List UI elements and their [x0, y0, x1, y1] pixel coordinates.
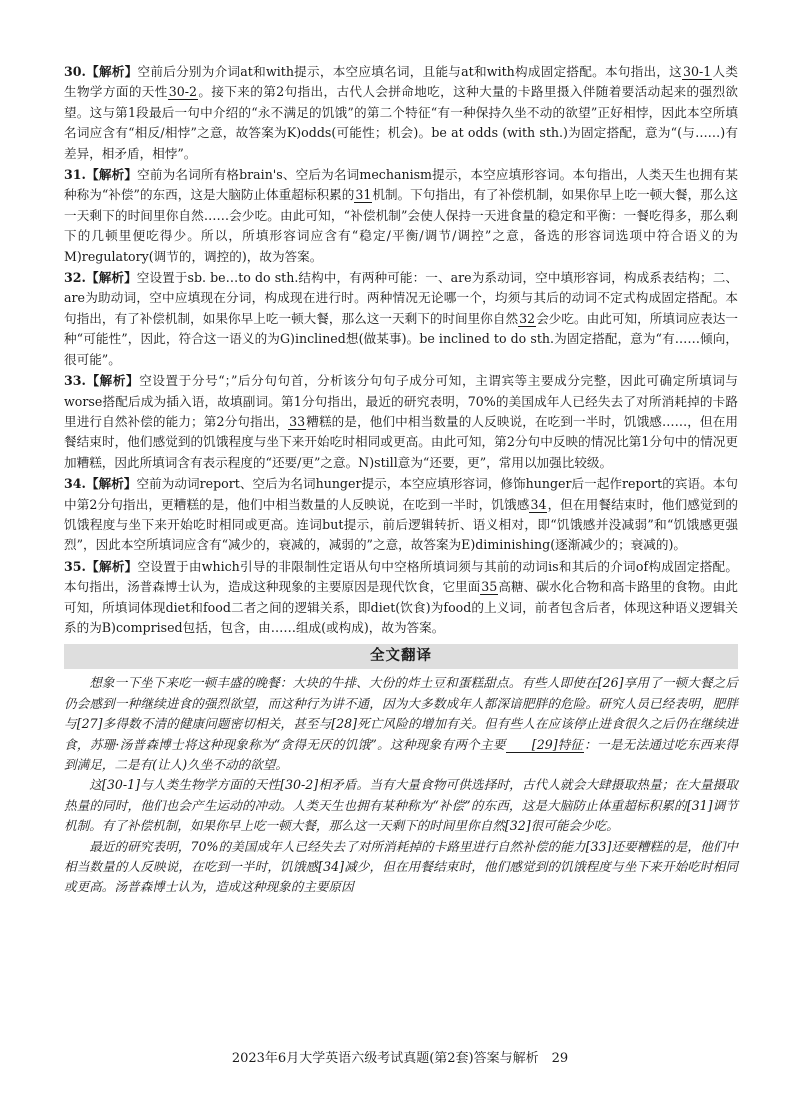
- analysis-tag: 【解析】: [85, 476, 137, 492]
- analysis-tag: 【解析】: [85, 373, 140, 389]
- item-number: 35.: [64, 558, 86, 574]
- blank-underline: 30-2: [168, 84, 198, 100]
- explanation-32: [64, 268, 738, 370]
- explanation-text: 人类生物学方面的天性: [64, 64, 738, 100]
- blank-underline: 32: [519, 310, 536, 326]
- translation-text: 想象一下坐下来吃一顿丰盛的晚餐：大块的牛排、大份的炸土豆和蛋糕甜点。有些人即使在[26]享用了一顿大餐之后仍会感到一种继续进食的强烈欲望，而这种行为讲不通，因为大多数成年人都深谙肥胖的危险。研究人员已经表明，肥胖与[27]多得数不清的健康问题密切相关，甚至与[28]死亡风险的增加有关。但有些人在应该停止进食很久之后仍在继续进食，苏珊·汤普森博士将这种现象称为“贪得无厌的饥饿”。这种现象有两个主要: [64, 675, 738, 752]
- explanation-text: 会少吃。由此可知，所填词应表达一种“可能性”，因此，符合这一语义的为G)inclined想(做某事)。be inclined to do sth.为固定搭配，意为“有……倾向，很可能”。: [64, 310, 739, 367]
- explanation-text: 空设置于由which引导的非限制性定语从句中空格所填词须与其前的动词is和其后的介词of构成固定搭配。本句指出，汤普森博士认为，造成这种现象的主要原因是现代饮食，它里面: [64, 558, 738, 595]
- translation-text: ：一是无法通过吃东西来得到满足，二是有(让人)久坐不动的欲望。: [64, 736, 738, 772]
- blank-underline: 33: [289, 413, 306, 429]
- blank-underline: 31: [355, 187, 372, 203]
- section-title-translation: 全文翻译: [64, 644, 738, 669]
- explanation-35: [64, 557, 738, 639]
- translation-underlined-term: [29]特征: [506, 737, 584, 753]
- page-footer: 2023年6月大学英语六级考试真题(第2套)答案与解析 29: [231, 1051, 569, 1066]
- explanation-text: 。接下来的第2句指出，古代人会拼命地吃，这种大量的卡路里摄入伴随着要活动起来的强烈欲望。这与第1段最后一句中介绍的“永不满足的饥饿”的第二个特征“有一种保持久坐不动的欲望”正好相悖，因此本空所填名词应含有“相反/相悖”之意，故答案为K)odds(可能性；机会)。be at odds (with sth.)为固定搭配，意为“(与……)有差异，相矛盾，相悖”。: [64, 84, 739, 161]
- analysis-tag: 【解析】: [85, 270, 137, 286]
- explanation-text: 机制。下句指出，有了补偿机制，如果你早上吃一顿大餐，那么这一天剩下的时间里你自然……会少吃。由此可知，“补偿机制”会使人保持一天进食量的稳定和平衡：一餐吃得多，那么剩下的几顿里便吃得少。所以，所填形容词应含有“稳定/平衡/调节/调控”之意，备选的形容词选项中符合语义的为M)regulatory(调节的，调控的)，故为答案。: [64, 187, 738, 264]
- explanation-text: 糟糕的是，他们中相当数量的人反映说，在吃到一半时，饥饿感……，但在用餐结束时，他们感觉到的饥饿程度与坐下来开始吃时相同或更高。由此可知，第2分句中反映的情况比第1分句中的情况更加糟糕，因此所填词含有表示程度的“还要/更”之意。N)still意为“还要，更”，常用以加强比较级。: [64, 413, 738, 470]
- blank-underline: 30-1: [683, 64, 712, 79]
- item-number: 34.: [64, 476, 86, 492]
- analysis-tag: 【解析】: [85, 64, 138, 79]
- explanation-30: [64, 62, 738, 164]
- translation-paragraph-3: 最近的研究表明，70%的美国成年人已经失去了对所消耗掉的卡路里进行自然补偿的能力[33]还要糟糕的是，他们中相当数量的人反映说，在吃到一半时，饥饿感[34]减少，但在用餐结束时，他们感觉到的饥饿程度与坐下来开始吃时相同或更高。汤普森博士认为，造成这种现象的主要原因: [64, 838, 738, 895]
- item-number: 31.: [64, 167, 86, 183]
- blank-underline: 35: [481, 579, 498, 595]
- item-number: 33.: [64, 373, 86, 389]
- analysis-tag: 【解析】: [85, 167, 138, 183]
- explanation-31: [64, 165, 738, 267]
- explanation-text: 空前为名词所有格brain's、空后为名词mechanism提示，本空应填形容词。本句指出，人类天生也拥有某种称为“补偿”的东西，这是大脑防止体重超标积累的: [64, 167, 738, 203]
- explanation-text: 空前为动词report、空后为名词hunger提示，本空应填形容词，修饰hunger后一起作report的宾语。本句中第2分句指出，更糟糕的是，他们中相当数量的人反映说，在吃到一半时，饥饿感: [64, 476, 738, 512]
- explanation-text: ，但在用餐结束时，他们感觉到的饥饿程度与坐下来开始吃时相同或更高。连词but提示，前后逻辑转折、语义相对，即“饥饿感并没减弱”和“饥饿感更强烈”，因此本空所填词应含有“减少的，衰减的，减弱的”之意，故答案为E)diminishing(逐渐减少的；衰减的)。: [64, 496, 739, 553]
- explanation-text: 空前后分别为介词at和with提示，本空应填名词，且能与at和with构成固定搭配。本句指出，这: [137, 64, 683, 79]
- blank-underline: 34: [530, 496, 547, 512]
- explanation-text: 高糖、碳水化合物和高卡路里的食物。由此可知，所填词体现diet和food二者之间的逻辑关系，即diet(饮食)为food的上义词，前者包含后者，体现这种语义逻辑关系的为B)comprised包括，包含，由……组成(或构成)，故为答案。: [64, 579, 739, 635]
- analysis-tag: 【解析】: [85, 558, 138, 574]
- explanation-text: 空设置于sb. be…to do sth.结构中，有两种可能：一、are为系动词，空中填形容词，构成系表结构；二、are为助动词，空中应填现在分词，构成现在进行时。两种情况无论哪一个，均须与其后的动词不定式构成固定搭配。本句指出，有了补偿机制，如果你早上吃一顿大餐，那么这一天剩下的时间里你自然: [64, 270, 739, 326]
- explanation-text: 空设置于分号“；”后分句句首，分析该分句句子成分可知，主谓宾等主要成分完整，因此可确定所填词与worse搭配后成为插入语，故填副词。第1分句指出，最近的研究表明，70%的美国成年人已经失去了对所消耗掉的卡路里进行自然补偿的能力；第2分句指出，: [64, 373, 739, 429]
- explanation-33: [64, 371, 738, 473]
- translation-paragraph-2: 这[30-1]与人类生物学方面的天性[30-2]相矛盾。当有大量食物可供选择时，古代人就会大肆摄取热量；在大量摄取热量的同时，他们也会产生运动的冲动。人类天生也拥有某种称为“补偿”的东西，这是大脑防止体重超标积累的[31]调节机制。有了补偿机制，如果你早上吃一顿大餐，那么这一天剩下的时间里你自然[32]很可能会少吃。: [64, 777, 738, 834]
- item-number: 32.: [64, 270, 86, 286]
- translation-paragraph-1: [64, 673, 738, 775]
- item-number: 30.: [64, 64, 86, 79]
- explanation-34: [64, 474, 738, 556]
- answer-explanations: [64, 62, 738, 898]
